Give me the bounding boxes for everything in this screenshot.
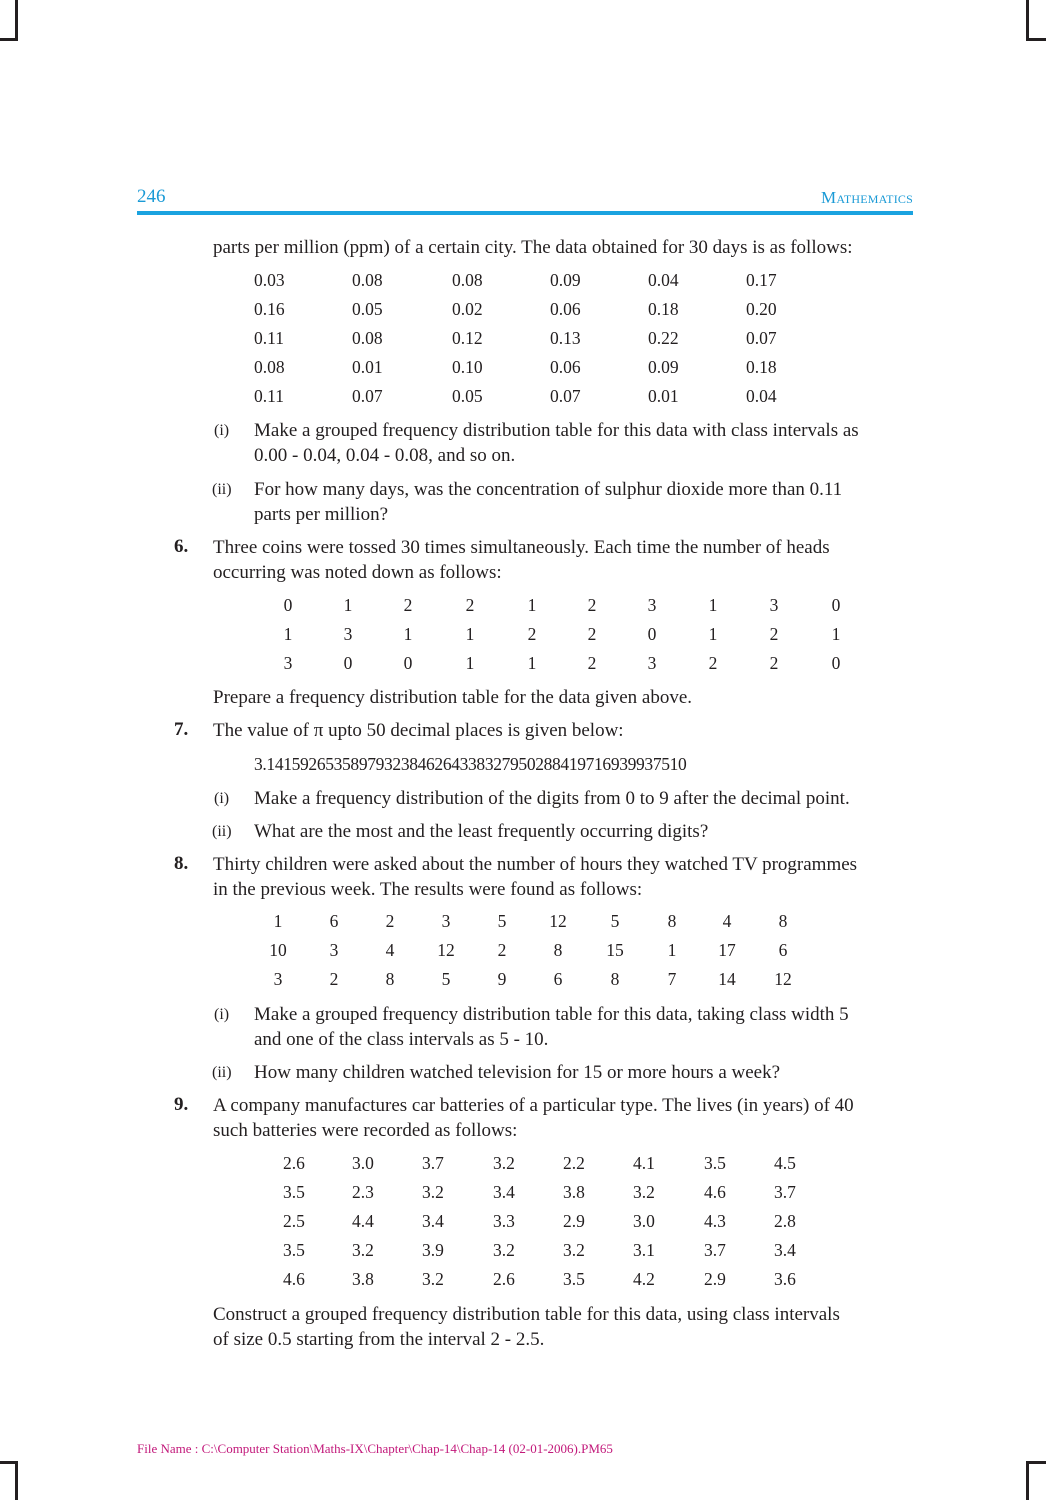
table-cell: 1 — [708, 624, 718, 644]
q7-part-i-label: (i) — [214, 790, 230, 807]
table-cell: 1 — [465, 653, 475, 673]
page-header — [137, 186, 913, 208]
crop-mark-top-right-v — [1026, 0, 1029, 40]
table-cell: 5 — [610, 911, 620, 931]
table-cell: 10 — [269, 940, 287, 960]
table-cell: 0 — [403, 653, 413, 673]
running-title: Mathematics — [821, 188, 913, 207]
q5-part-i-line2: 0.00 - 0.04, 0.04 - 0.08, and so on. — [254, 445, 516, 466]
table-cell: 3 — [273, 969, 283, 989]
table-cell: 2.5 — [283, 1211, 305, 1231]
table-cell: 2 — [385, 911, 395, 931]
table-cell: 0.07 — [550, 386, 581, 406]
table-cell: 3.2 — [563, 1240, 585, 1260]
table-cell: 3.5 — [283, 1240, 305, 1260]
table-cell: 14 — [718, 969, 736, 989]
table-cell: 2.9 — [563, 1211, 585, 1231]
table-cell: 0.08 — [452, 270, 483, 290]
table-cell: 0.02 — [452, 299, 483, 319]
q8-number: 8. — [174, 853, 189, 874]
table-cell: 0.09 — [648, 357, 679, 377]
table-cell: 3.0 — [352, 1153, 374, 1173]
q5-intro: parts per million (ppm) of a certain city. The data obtained for 30 days is as follows: — [213, 237, 853, 258]
table-cell: 0.07 — [352, 386, 383, 406]
table-cell: 4.6 — [283, 1269, 305, 1289]
table-cell: 2 — [403, 595, 413, 615]
table-cell: 8 — [667, 911, 677, 931]
table-cell: 0.06 — [550, 299, 581, 319]
q5-part-ii-label: (ii) — [212, 481, 232, 498]
table-cell: 3 — [283, 653, 293, 673]
crop-mark-bottom-right-h — [1026, 1461, 1046, 1464]
table-cell: 0 — [831, 595, 841, 615]
table-cell: 1 — [273, 911, 283, 931]
table-cell: 8 — [553, 940, 563, 960]
table-cell: 15 — [606, 940, 624, 960]
table-cell: 3.7 — [774, 1182, 796, 1202]
table-cell: 3.2 — [422, 1269, 444, 1289]
q6-line1: Three coins were tossed 30 times simultaneously. Each time the number of heads — [213, 537, 830, 558]
table-cell: 8 — [385, 969, 395, 989]
q5-part-i-line1: Make a grouped frequency distribution table for this data with class intervals as — [254, 420, 859, 441]
table-cell: 12 — [437, 940, 455, 960]
table-cell: 2 — [465, 595, 475, 615]
q6-instruction: Prepare a frequency distribution table for the data given above. — [213, 687, 693, 708]
table-cell: 3 — [769, 595, 779, 615]
page-number: 246 — [137, 186, 166, 207]
table-cell: 4 — [385, 940, 395, 960]
q5-part-i-label: (i) — [214, 422, 230, 439]
table-cell: 5 — [441, 969, 451, 989]
table-cell: 0.08 — [352, 328, 383, 348]
table-cell: 2.6 — [283, 1153, 305, 1173]
table-cell: 1 — [708, 595, 718, 615]
table-cell: 0.11 — [254, 386, 284, 406]
table-cell: 3.4 — [493, 1182, 515, 1202]
table-cell: 5 — [497, 911, 507, 931]
table-cell: 3 — [647, 595, 657, 615]
table-cell: 4.5 — [774, 1153, 796, 1173]
table-cell: 2.3 — [352, 1182, 374, 1202]
table-cell: 2 — [587, 624, 597, 644]
table-cell: 0.18 — [746, 357, 777, 377]
q8-part-ii-line1: How many children watched television for 15 or more hours a week? — [254, 1062, 781, 1083]
table-cell: 0.01 — [648, 386, 679, 406]
q7-part-ii-label: (ii) — [212, 823, 232, 840]
table-cell: 3.5 — [283, 1182, 305, 1202]
q6-line2: occurring was noted down as follows: — [213, 562, 502, 583]
table-cell: 1 — [527, 653, 537, 673]
table-cell: 9 — [497, 969, 507, 989]
table-cell: 3 — [343, 624, 353, 644]
q8-line1: Thirty children were asked about the number of hours they watched TV programmes — [213, 854, 858, 875]
table-cell: 3 — [441, 911, 451, 931]
table-cell: 6 — [778, 940, 788, 960]
crop-mark-bottom-right-v — [1026, 1461, 1029, 1500]
q8-part-i-line1: Make a grouped frequency distribution table for this data, taking class width 5 — [254, 1004, 849, 1025]
table-cell: 4.2 — [633, 1269, 655, 1289]
table-cell: 0.18 — [648, 299, 679, 319]
table-cell: 1 — [465, 624, 475, 644]
q9-line1: A company manufactures car batteries of a particular type. The lives (in years) of 40 — [213, 1095, 854, 1116]
table-cell: 3.3 — [493, 1211, 515, 1231]
table-cell: 2 — [769, 653, 779, 673]
table-cell: 3 — [329, 940, 339, 960]
table-cell: 3.2 — [633, 1182, 655, 1202]
table-cell: 0.05 — [452, 386, 483, 406]
q9-line2: such batteries were recorded as follows: — [213, 1120, 518, 1141]
table-cell: 0.09 — [550, 270, 581, 290]
q7-part-ii-text: What are the most and the least frequently occurring digits? — [254, 821, 709, 842]
table-cell: 1 — [343, 595, 353, 615]
table-cell: 1 — [403, 624, 413, 644]
table-cell: 0.07 — [746, 328, 777, 348]
table-cell: 4.4 — [352, 1211, 374, 1231]
q9-instruction-line1: Construct a grouped frequency distribution table for this data, using class intervals — [213, 1304, 840, 1325]
table-cell: 8 — [610, 969, 620, 989]
table-cell: 3.4 — [422, 1211, 444, 1231]
table-cell: 3.8 — [352, 1269, 374, 1289]
table-cell: 3.2 — [422, 1182, 444, 1202]
table-cell: 2 — [587, 595, 597, 615]
table-cell: 4.3 — [704, 1211, 726, 1231]
table-cell: 0.08 — [254, 357, 285, 377]
table-cell: 6 — [553, 969, 563, 989]
file-name-footer: File Name : C:\Computer Station\Maths-IX\Chapter\Chap-14\Chap-14 (02-01-2006).PM65 — [137, 1441, 613, 1456]
table-cell: 12 — [774, 969, 792, 989]
table-cell: 1 — [283, 624, 293, 644]
table-cell: 2.9 — [704, 1269, 726, 1289]
table-cell: 0 — [647, 624, 657, 644]
table-cell: 17 — [718, 940, 736, 960]
q9-number: 9. — [174, 1094, 189, 1115]
table-cell: 3.1 — [633, 1240, 655, 1260]
table-cell: 0.13 — [550, 328, 581, 348]
q9-instruction-line2: of size 0.5 starting from the interval 2 - 2.5. — [213, 1329, 545, 1350]
table-cell: 2.2 — [563, 1153, 585, 1173]
table-cell: 2 — [769, 624, 779, 644]
table-cell: 12 — [549, 911, 567, 931]
q5-part-ii-line1: For how many days, was the concentration of sulphur dioxide more than 0.11 — [254, 479, 843, 500]
table-cell: 0.22 — [648, 328, 679, 348]
q7-pi-value: 3.14159265358979323846264338327950288419716939937510 — [254, 754, 687, 774]
crop-mark-bottom-left-v — [15, 1461, 18, 1500]
table-cell: 4.1 — [633, 1153, 655, 1173]
table-cell: 3.8 — [563, 1182, 585, 1202]
table-cell: 3.6 — [774, 1269, 796, 1289]
table-cell: 0.05 — [352, 299, 383, 319]
table-cell: 7 — [667, 969, 677, 989]
table-cell: 0.01 — [352, 357, 383, 377]
table-cell: 1 — [667, 940, 677, 960]
header-rule — [137, 211, 913, 215]
crop-mark-top-left-h — [0, 38, 18, 41]
table-cell: 3.2 — [352, 1240, 374, 1260]
table-cell: 2 — [587, 653, 597, 673]
table-cell: 3 — [647, 653, 657, 673]
table-cell: 0.20 — [746, 299, 777, 319]
table-cell: 3.5 — [704, 1153, 726, 1173]
q7-number: 7. — [174, 719, 189, 740]
table-cell: 0.03 — [254, 270, 285, 290]
table-cell: 0 — [343, 653, 353, 673]
table-cell: 2 — [527, 624, 537, 644]
table-cell: 0 — [283, 595, 293, 615]
q7-line1: The value of π upto 50 decimal places is given below: — [213, 720, 624, 741]
table-cell: 2 — [329, 969, 339, 989]
table-cell: 3.2 — [493, 1153, 515, 1173]
table-cell: 0.17 — [746, 270, 777, 290]
table-cell: 4 — [722, 911, 732, 931]
table-cell: 1 — [831, 624, 841, 644]
table-cell: 0.12 — [452, 328, 483, 348]
table-cell: 3.9 — [422, 1240, 444, 1260]
crop-mark-top-right-h — [1026, 38, 1046, 41]
table-cell: 3.4 — [774, 1240, 796, 1260]
crop-mark-top-left-v — [15, 0, 18, 40]
table-cell: 0.10 — [452, 357, 483, 377]
table-cell: 3.7 — [422, 1153, 444, 1173]
table-cell: 3.7 — [704, 1240, 726, 1260]
table-cell: 0.08 — [352, 270, 383, 290]
table-cell: 6 — [329, 911, 339, 931]
table-cell: 2 — [497, 940, 507, 960]
table-cell: 0.06 — [550, 357, 581, 377]
q8-part-ii-label: (ii) — [212, 1064, 232, 1081]
table-cell: 2.6 — [493, 1269, 515, 1289]
table-cell: 3.0 — [633, 1211, 655, 1231]
q8-line2: in the previous week. The results were found as follows: — [213, 879, 643, 900]
table-cell: 0.04 — [648, 270, 679, 290]
table-cell: 0.11 — [254, 328, 284, 348]
q6-number: 6. — [174, 536, 189, 557]
q8-part-i-label: (i) — [214, 1006, 230, 1023]
table-cell: 0.04 — [746, 386, 777, 406]
q8-part-i-line2: and one of the class intervals as 5 - 10. — [254, 1029, 549, 1050]
table-cell: 8 — [778, 911, 788, 931]
table-cell: 3.5 — [563, 1269, 585, 1289]
q7-part-i-text: Make a frequency distribution of the digits from 0 to 9 after the decimal point. — [254, 788, 850, 809]
table-cell: 2.8 — [774, 1211, 796, 1231]
table-cell: 2 — [708, 653, 718, 673]
table-cell: 3.2 — [493, 1240, 515, 1260]
table-cell: 0.16 — [254, 299, 285, 319]
table-cell: 4.6 — [704, 1182, 726, 1202]
q5-part-ii-line2: parts per million? — [254, 504, 389, 525]
table-cell: 0 — [831, 653, 841, 673]
table-cell: 1 — [527, 595, 537, 615]
